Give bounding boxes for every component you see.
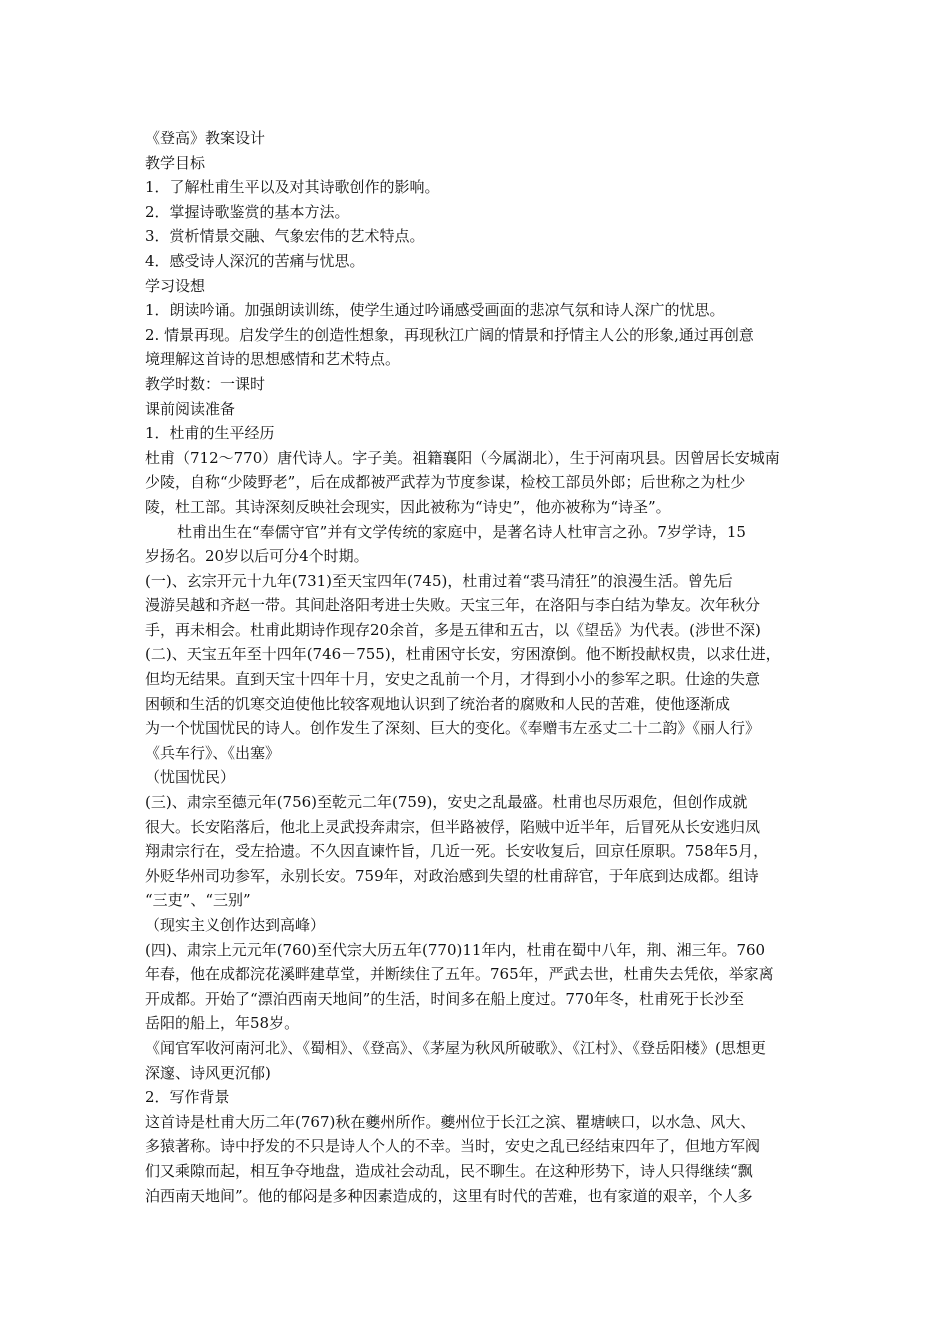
subheading-background: 2．写作背景 [145, 1088, 230, 1107]
period-three-line: 翔肃宗行在，受左拾遗。不久因直谏忤旨，几近一死。长安收复后，回京任原职。758年5月， [145, 842, 769, 861]
objective-item: 1．了解杜甫生平以及对其诗歌创作的影响。 [145, 178, 440, 197]
period-three-line: 很大。长安陷落后，他北上灵武投奔肃宗，但半路被俘，陷贼中近半年，后冒死从长安逃归凤 [145, 817, 761, 836]
period-two-note: （忧国忧民） [145, 768, 236, 787]
paragraph-line: 少陵，自称“少陵野老”，后在成都被严武荐为节度参谋，检校工部员外郎；后世称之为杜少 [145, 473, 746, 492]
section-heading-plan: 学习设想 [145, 276, 206, 295]
section-heading-objectives: 教学目标 [145, 153, 206, 172]
period-four-works: 深邃、诗风更沉郁) [145, 1063, 271, 1082]
period-two-line: 为一个忧国忧民的诗人。创作发生了深刻、巨大的变化。《奉赠韦左丞丈二十二韵》《丽人行》 [145, 719, 761, 738]
objective-item: 3．赏析情景交融、气象宏伟的艺术特点。 [145, 227, 425, 246]
period-four-works: 《闻官军收河南河北》、《蜀相》、《登高》、《茅屋为秋风所破歌》、《江村》、《登岳阳楼》(思想更 [145, 1038, 766, 1057]
document-title: 《登高》教案设计 [145, 129, 266, 147]
period-four-line: 开成都。开始了“漂泊西南天地间”的生活，时间多在船上度过。770年冬，杜甫死于长沙至 [145, 989, 744, 1008]
document-body [145, 126, 813, 1208]
paragraph-line: 杜甫（712～770）唐代诗人。字子美。祖籍襄阳（今属湖北），生于河南巩县。因曾居长安城南 [145, 448, 780, 467]
objective-item: 4．感受诗人深沉的苦痛与忧思。 [145, 251, 365, 270]
period-three-line: 外贬华州司功参军，永别长安。759年，对政治感到失望的杜甫辞官，于年底到达成都。组诗 [145, 866, 759, 885]
period-two-works: 《兵车行》、《出塞》 [145, 743, 281, 762]
period-one-line: 漫游吴越和齐赵一带。其间赴洛阳考进士失败。天宝三年，在洛阳与李白结为挚友。次年秋分 [145, 596, 761, 615]
background-line: 们又乘隙而起，相互争夺地盘，造成社会动乱，民不聊生。在这种形势下，诗人只得继续“飘 [145, 1161, 753, 1180]
period-four-line: 岳阳的船上，年58岁。 [145, 1014, 300, 1033]
plan-item: 1．朗读吟诵。加强朗读训练，使学生通过吟诵感受画面的悲凉气氛和诗人深广的忧思。 [145, 301, 725, 320]
paragraph-line: 岁扬名。20岁以后可分4个时期。 [145, 547, 369, 566]
background-line: 泊西南天地间”。他的郁闷是多种因素造成的，这里有时代的苦难，也有家道的艰辛，个人多 [145, 1186, 753, 1205]
paragraph-line-indented: 杜甫出生在“奉儒守官”并有文学传统的家庭中，是著名诗人杜审言之孙。7岁学诗，15 [177, 522, 746, 541]
period-four-line: 年春，他在成都浣花溪畔建草堂，并断续住了五年。765年，严武去世，杜甫失去凭依，举家离 [145, 965, 774, 984]
period-three-works: “三吏”、“三别” [145, 891, 251, 910]
objective-item: 2．掌握诗歌鉴赏的基本方法。 [145, 202, 350, 221]
period-three-note: （现实主义创作达到高峰） [145, 916, 326, 934]
background-line: 多猿著称。诗中抒发的不只是诗人个人的不幸。当时，安史之乱已经结束四年了，但地方军阀 [145, 1137, 761, 1156]
paragraph-line: 陵，杜工部。其诗深刻反映社会现实，因此被称为“诗史”，他亦被称为“诗圣”。 [145, 497, 671, 516]
period-two-line: 但均无结果。直到天宝十四年十月，安史之乱前一个月，才得到小小的参军之职。仕途的失意 [145, 670, 761, 689]
class-hours: 教学时数：一课时 [145, 374, 266, 393]
background-line: 这首诗是杜甫大历二年(767)秋在夔州所作。夔州位于长江之滨、瞿塘峡口，以水急、风大、 [145, 1112, 756, 1131]
period-four-line: (四)、肃宗上元元年(760)至代宗大历五年(770)11年内，杜甫在蜀中八年，荆、湘三年。760 [145, 940, 766, 959]
period-one-line: 手，再未相会。杜甫此期诗作现存20余首，多是五律和五古，以《望岳》为代表。(涉世不深) [145, 620, 761, 639]
plan-item: 2. 情景再现。启发学生的创造性想象，再现秋江广阔的情景和抒情主人公的形象,通过再创意 [145, 325, 754, 344]
section-heading-prereading: 课前阅读准备 [145, 399, 236, 418]
period-two-line: 困顿和生活的饥寒交迫使他比较客观地认识到了统治者的腐败和人民的苦难，使他逐渐成 [145, 694, 731, 713]
plan-item-continued: 境理解这首诗的思想感情和艺术特点。 [145, 350, 401, 369]
period-two-line: (二)、天宝五年至十四年(746－755)，杜甫困守长安，穷困潦倒。他不断投献权贵，以求仕进， [145, 645, 781, 664]
period-one-line: (一)、玄宗开元十九年(731)至天宝四年(745)，杜甫过着“裘马清狂”的浪漫生活。曾先后 [145, 571, 733, 590]
subheading-biography: 1．杜甫的生平经历 [145, 424, 275, 443]
period-three-line: (三)、肃宗至德元年(756)至乾元二年(759)，安史之乱最盛。杜甫也尽历艰危，但创作成就 [145, 793, 748, 812]
